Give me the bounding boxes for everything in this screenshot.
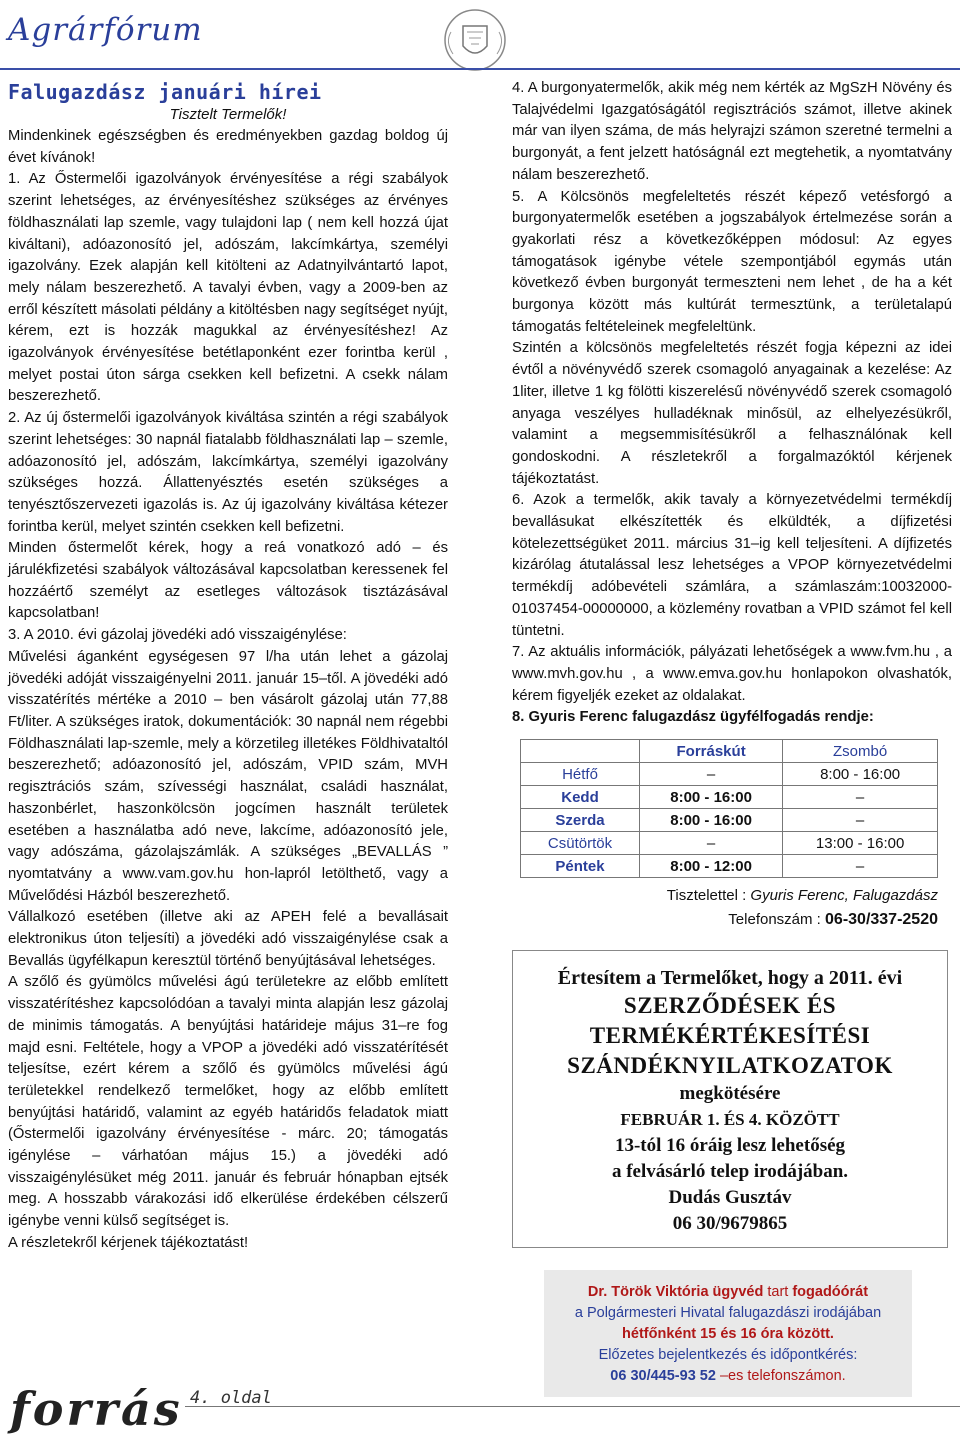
phone-number: 06-30/337-2520 [825, 911, 938, 929]
paragraph-r7: 7. Az aktuális információk, pályázati lehetőségek a www.fvm.hu , a www.mvh.gov.hu , a www.emva.gov.hu honlapokon olvashatók, kérem figyeljék ezeket az oldalakat. [512, 644, 952, 704]
paragraph-3: Minden őstermelőt kérek, hogy a reá vonatkozó adó – és járulékfizetési szabályok változásával kapcsolatban keressenek fel hozzáértő személyt az esetleges változások tisztázásával kapcsolatban! [8, 540, 448, 622]
header-rule [0, 68, 960, 70]
intro-paragraph: Mindenkinek egészségben és eredményekben gazdag boldog új évet kívánok! [8, 128, 448, 166]
magazine-title: Agrárfórum [8, 12, 203, 48]
phone-line [512, 908, 938, 932]
paragraph-1: 1. Az Őstermelői igazolványok érvényesítése a régi szabályok szerint lehetséges, az érvényesítéshez szükséges az érvényes földhasználati lap szemle, vagy tulajdoni lap ( nem kell hozzá újat kiváltani), adóazonosító jel, adószám, lakcímkártya, személyi igazolvány. Ezek alapján kell kitölteni az Adatnyilvántartó lapot, mely nálam beszerezhető. A tavalyi évben, vagy a 2009-ben az erről készített másolati példány a kitöltésben nagy segítséget nyújt, kérem, ezt is hozzák magukkal az érvényesítéshez! Az igazolványok érvényesítése betétlaponként ezer forintba kerül , melyet postai úton sárga csekken kell befizetni. A csekk nálam beszerezhető. [8, 171, 448, 405]
left-column [8, 78, 448, 1255]
day-cell: Csütörtök [521, 832, 640, 855]
crest-emblem-icon [437, 2, 513, 78]
contract-notice-box [512, 950, 948, 1248]
day-cell: Hétfő [521, 763, 640, 786]
notice-line: 13-tól 16 óráig lesz lehetőség [614, 1135, 846, 1157]
lawyer-line: Előzetes bejelentkezés és időpontkérés: [598, 1347, 858, 1364]
notice-line: megkötésére [679, 1083, 781, 1105]
lawyer-notice-box [544, 1270, 912, 1397]
notice-line: a felvásárló telep irodájában. [611, 1161, 849, 1183]
table-header-cell [521, 740, 640, 763]
hours-cell: 13:00 - 16:00 [783, 832, 938, 855]
paragraph-5: Vállalkozó esetében (illetve aki az APEH felé a bevallásait elektronikus úton teljesíti) a jövedéki adó visszaigénylése csak a Bevallás ügyfélkapun keresztül történő benyújtásával lehetséges. [8, 909, 448, 969]
paragraph-2: 2. Az új őstermelői igazolványok kiváltása szintén a régi szabályok szerint lehetséges: 30 napnál fiatalabb földhasználati lap – szemle, adóazonosító jel, adószám, lakcímkártya, személyi igazolvány szükséges hozzá. Állattenyésztés esetén szükséges a tenyésztőszervezeti igazolás is. Az új igazolvány kiváltása kétezer forintba kerül, melyet szintén csekken kell befizetni. [8, 410, 448, 535]
notice-line: SZÁNDÉKNYILATKOZATOK [567, 1053, 893, 1079]
table-header-cell: Forráskút [640, 740, 783, 763]
hours-cell: 8:00 - 12:00 [640, 855, 783, 878]
table-header-cell: Zsombó [783, 740, 938, 763]
hours-cell: – [640, 832, 783, 855]
hours-cell: 8:00 - 16:00 [640, 809, 783, 832]
signature-name: Gyuris Ferenc, Falugazdász [750, 887, 938, 905]
paragraph-r6: 6. Azok a termelők, akik tavaly a környezetvédelmi termékdíj bevallásukat elkészítették és elküldték, a díjfizetési kötelezettségüket 2011. március 31–ig kell teljesíteni. A díjfizetés kizárólag átutalással lesz lehetséges a VPOP környezetvédelmi termékdíj adóbevételi számlára, a számlaszám:10032000-01037454-00000000, a közlemény rovatban a VPID számot fel kell tüntetni. [512, 492, 952, 639]
notice-line: FEBRUÁR 1. ÉS 4. KÖZÖTT [620, 1110, 840, 1130]
paragraph-4: Művelési áganként egységesen 97 l/ha után lehet a gázolaj jövedéki adóját visszaigényelni 2011. január 15–től. A jövedéki adó visszatérítés mértéke a 2010 – ben vásárolt gázolaj után 77,88 Ft/liter. A szükséges iratok, dokumentációk: 30 napnál nem régebbi Földhasználati lap-szemle, mely a körzetileg illetékes Földhivataltól beszerezhető; adóazonosító jel, adószám, VPID szám, MVH regisztrációs szám, szívességi használat, családi használat, haszonbérlet, haszonkölcsön jogcímen használt területek esetében a használatba adó neve, lakcíme, adóazonosító jele, vagy adószáma, gázolajszámlák. A szükséges „BEVALLÁS ” nyomtatvány a www.vam.gov.hu hon-lapról letölthető, vagy a Művelődési Házból beszerezhető. [8, 648, 448, 904]
notice-line: Dudás Gusztáv [668, 1187, 792, 1209]
notice-line: Értesítem a Termelőket, hogy a 2011. évi [557, 967, 903, 990]
day-cell: Szerda [521, 809, 640, 832]
table-row [521, 786, 938, 809]
lawyer-mid: tart [763, 1284, 793, 1301]
table-row [521, 832, 938, 855]
day-cell: Kedd [521, 786, 640, 809]
paragraph-r5b: Szintén a kölcsönös megfeleltetés részét fogja képezni az idei évtől a növényvédő szerek csomagoló anyagainak a kezelése: Az 1liter, illetve 1 kg fölötti kiszerelésű növényvédő szerek csomagoló anyaga veszélyes hulladéknak minősül, az elhelyezésükről, valamint a megsemmisítésükről a felhasználónak kell gondoskodni. A részletekről a forgalmazóktól kérjenek tájékoztatást. [512, 340, 952, 487]
lawyer-line: a Polgármesteri Hivatal falugazdászi irodájában [574, 1305, 882, 1322]
lawyer-phone-line [550, 1366, 906, 1387]
lawyer-name: Dr. Török Viktória ügyvéd [587, 1284, 764, 1301]
office-hours-table [520, 739, 938, 878]
signature-prefix: Tisztelettel : [666, 887, 751, 905]
notice-line: TERMÉKÉRTÉKESÍTÉSI [589, 1023, 871, 1049]
hours-cell: – [783, 786, 938, 809]
signature-line [512, 884, 938, 908]
table-header-row [521, 740, 938, 763]
lawyer-end: fogadóórát [792, 1284, 869, 1301]
hours-cell: 8:00 - 16:00 [783, 763, 938, 786]
notice-line: 06 30/9679865 [672, 1213, 788, 1235]
table-row [521, 809, 938, 832]
right-column [512, 78, 952, 1397]
phone-label: Telefonszám : [728, 911, 826, 929]
hours-cell: – [640, 763, 783, 786]
paragraph-6: A szőlő és gyümölcs művelési ágú területekre az előbb említett visszatérítéshez kapcsolódóan a tavalyi minta alapján lesz gázolaj de minimis támogatás. A benyújtási határideje május 31–re fog majd esni. Feltétele, hogy a VPOP a jövedéki adó visszatérítését teljesítse, ezért kérem a szőlő és gyümölcs művelési ágú területekkel rendelkező termelőket, hogy az előbb említett benyújtási határidő, valamint az egyéb határidős feladatok miatt (Őstermelői igazolvány érvényesítése - márc. 20; támogatás igénylése – várhatóan május 15.) a jövedéki adó visszaigénylésüket még 2011. január és február hónapban ejtsék meg. A hosszabb várakozási idő elkerülése érdekében célszerű igénybe venni külső segítséget is. [8, 974, 448, 1230]
hours-cell: – [783, 855, 938, 878]
table-row [521, 855, 938, 878]
day-cell: Péntek [521, 855, 640, 878]
paragraph-4-heading: 3. A 2010. évi gázolaj jövedéki adó visszaigénylése: [8, 627, 347, 644]
forras-logo: forrás [10, 1382, 183, 1436]
page-number: 4. oldal [190, 1388, 272, 1408]
lawyer-phone: 06 30/445-93 52 [610, 1368, 716, 1385]
greeting: Tisztelt Termelők! [169, 106, 287, 123]
hours-cell: 8:00 - 16:00 [640, 786, 783, 809]
table-row [521, 763, 938, 786]
paragraph-r5: 5. A Kölcsönös megfeleltetés részét képező vetésforgó a burgonyatermelők esetében a jogszabályok értelmezése során a gyakorlati rész a következőképpen módosul: Az egyes támogatások igénybe vétele szempontjából egymás után következő évben burgonyát termeszteni nem lehet , de ha a két burgonya között más kultúrát termesztünk, a területalapú támogatás feltételeinek megfeleltünk. [512, 188, 952, 335]
footer-rule [185, 1406, 960, 1407]
hours-cell: – [783, 809, 938, 832]
lawyer-phone-suffix: –es telefonszámon. [715, 1368, 846, 1385]
lawyer-line [550, 1282, 906, 1303]
paragraph-r4: 4. A burgonyatermelők, akik még nem kérték az MgSzH Növény és Talajvédelmi Igazgatóságától regisztrációs számot, illetve akinek már van ilyen száma, de más helyrajzi számon szeretné termelni a burgonyát, a fent jelzett hatóságnál ezt megtehetik, a nyomtatvány nálam beszerezhető. [512, 80, 952, 183]
section-title: Falugazdász januári hírei [8, 80, 322, 104]
paragraph-7: A részletekről kérjenek tájékoztatást! [8, 1234, 249, 1251]
notice-line: SZERZŐDÉSEK ÉS [623, 993, 837, 1019]
signature-block [512, 884, 938, 932]
schedule-heading: 8. Gyuris Ferenc falugazdász ügyfélfogadás rendje: [512, 709, 874, 726]
lawyer-line: hétfőnként 15 és 16 óra között. [622, 1326, 834, 1343]
